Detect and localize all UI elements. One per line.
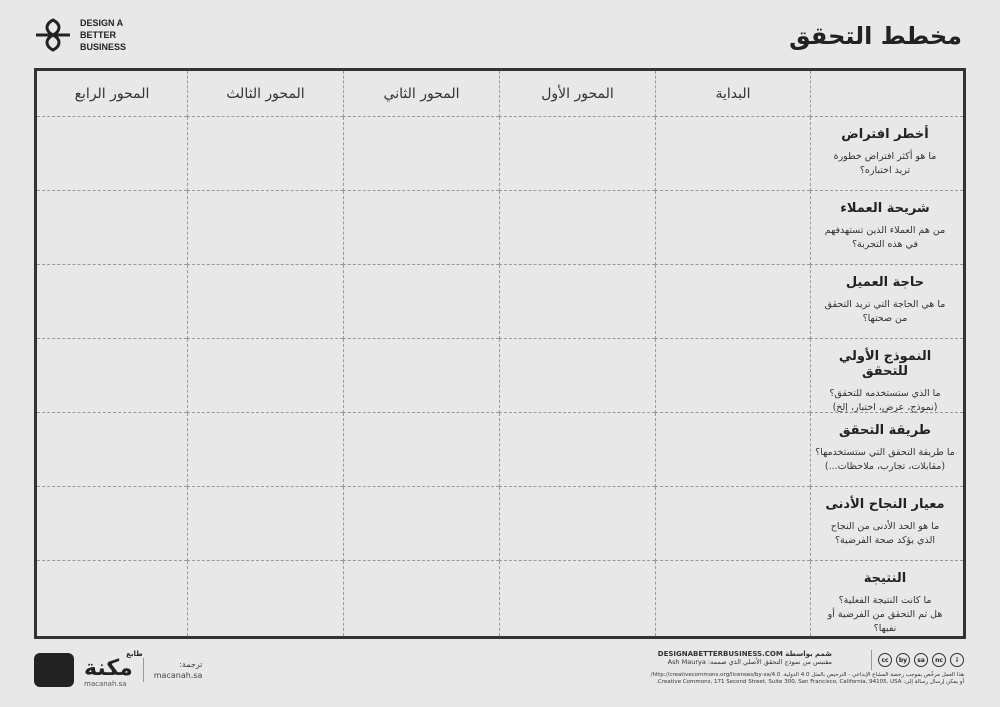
- logo-line: BUSINESS: [80, 42, 127, 52]
- footer: [0, 650, 1000, 690]
- row-description: ما الذي ستستخدمه للتحقق؟: [829, 388, 941, 399]
- license-line: أو يمكن إرسال رسالة إلى: Creative Commons, 171 Second Street, Suite 300, San Francisco, California, 94105, USA.: [656, 679, 964, 685]
- cc-sa-icon: sa: [914, 653, 928, 667]
- board-cell[interactable]: [499, 339, 655, 413]
- board-cell[interactable]: [37, 561, 187, 636]
- cc-icon: cc: [878, 653, 892, 667]
- row-description: ما كانت النتيجة الفعلية؟: [838, 595, 932, 606]
- row-description: ما هو الحد الأدنى من النجاح: [830, 521, 940, 532]
- row-title: طريقة التحقق: [838, 423, 932, 438]
- macanah-sub: macanah.sa: [84, 680, 127, 688]
- board-cell[interactable]: [655, 413, 810, 487]
- row-label: [810, 191, 963, 265]
- row-description: من صحتها؟: [862, 313, 908, 324]
- row-description: (نموذج، عرض، اختبار، إلخ): [832, 402, 938, 413]
- board-cell[interactable]: [499, 265, 655, 339]
- row-description: (مقابلات، تجارب، ملاحظات...): [824, 461, 946, 472]
- macanah-logo: [34, 652, 202, 688]
- board-cell[interactable]: [187, 265, 343, 339]
- page-title: مخطط التحقق: [789, 22, 962, 50]
- row-label: [810, 413, 963, 487]
- validation-board: [34, 68, 966, 639]
- credits: [658, 650, 832, 666]
- row-label: [810, 339, 963, 413]
- board-cell[interactable]: [499, 413, 655, 487]
- column-header: المحور الثالث: [187, 71, 343, 117]
- row-description: ما هو أكثر افتراض خطورة: [833, 151, 937, 162]
- board-cell[interactable]: [499, 561, 655, 636]
- column-header: المحور الأول: [499, 71, 655, 117]
- dabb-logo-icon: [34, 16, 72, 54]
- logo-line: BETTER: [80, 30, 116, 40]
- designed-by: صُمم بواسطة DESIGNABETTERBUSINESS.COM: [657, 650, 832, 658]
- board-cell[interactable]: [187, 413, 343, 487]
- board-cell[interactable]: [655, 265, 810, 339]
- row-label: [810, 265, 963, 339]
- board-cell[interactable]: [187, 191, 343, 265]
- cc-by-icon: by: [896, 653, 910, 667]
- row-description: ما طريقة التحقق التي ستستخدمها؟: [815, 447, 955, 458]
- row-title: أخطر افتراض: [841, 127, 929, 142]
- board-cell[interactable]: [37, 339, 187, 413]
- info-icon: i: [950, 653, 964, 667]
- column-header: المحور الثاني: [343, 71, 499, 117]
- board-cell[interactable]: [187, 117, 343, 191]
- license-line: هذا العمل مرخّص بموجب رخصة المشاع الإبداعي - الترخيص بالمثل 4.0 الدولية. http://creativecommons.org/licenses/by-sa/4.0/: [650, 672, 964, 678]
- board-cell[interactable]: [343, 413, 499, 487]
- header-corner: [810, 71, 963, 117]
- board-cell[interactable]: [499, 191, 655, 265]
- row-description: الذي يؤكد صحة الفرضية؟: [834, 535, 936, 546]
- row-title: حاجة العميل: [845, 275, 925, 290]
- board-cell[interactable]: [343, 265, 499, 339]
- board-cell[interactable]: [655, 339, 810, 413]
- logo-line: DESIGN A: [80, 18, 124, 28]
- board-cell[interactable]: [343, 339, 499, 413]
- row-title: النتيجة: [863, 571, 907, 586]
- row-title: النموذج الأولي للتحقق: [838, 349, 932, 379]
- board-cell[interactable]: [343, 487, 499, 561]
- design-a-better-business-logo: [34, 16, 126, 54]
- board-cell[interactable]: [655, 117, 810, 191]
- row-description: في هذه التجربة؟: [851, 239, 919, 250]
- row-description: تريد اختباره؟: [859, 165, 911, 176]
- row-label: [810, 487, 963, 561]
- board-cell[interactable]: [187, 561, 343, 636]
- row-description: هل تم التحقق من الفرضية أو نفيها؟: [827, 609, 943, 634]
- board-cell[interactable]: [655, 191, 810, 265]
- board-cell[interactable]: [655, 487, 810, 561]
- row-title: معيار النجاح الأدنى: [825, 497, 945, 512]
- row-description: ما هي الحاجة التي تريد التحقق: [824, 299, 946, 310]
- board-cell[interactable]: [343, 117, 499, 191]
- board-cell[interactable]: [187, 487, 343, 561]
- board-cell[interactable]: [343, 561, 499, 636]
- row-label: [810, 561, 963, 636]
- translation-label: ترجمة:: [179, 660, 203, 669]
- divider: [143, 658, 144, 682]
- column-header: البداية: [655, 71, 810, 117]
- row-label: [810, 117, 963, 191]
- row-description: من هم العملاء الذين تستهدفهم: [824, 225, 946, 236]
- board-cell[interactable]: [37, 487, 187, 561]
- board-cell[interactable]: [499, 117, 655, 191]
- macanah-mark-icon: [34, 653, 74, 687]
- row-title: شريحة العملاء: [840, 201, 930, 216]
- board-cell[interactable]: [37, 191, 187, 265]
- board-cell[interactable]: [37, 413, 187, 487]
- board-cell[interactable]: [343, 191, 499, 265]
- board-cell[interactable]: [37, 117, 187, 191]
- adapted-from: مقتبس من نموذج التحقق الأصلي الذي صممه: Ash Maurya: [667, 658, 832, 666]
- board-cell[interactable]: [187, 339, 343, 413]
- translation-site[interactable]: macanah.sa: [153, 671, 203, 680]
- column-header: المحور الرابع: [37, 71, 187, 117]
- cc-nc-icon: nc: [932, 653, 946, 667]
- board-cell[interactable]: [499, 487, 655, 561]
- macanah-tag: طابع: [126, 650, 143, 658]
- board-cell[interactable]: [655, 561, 810, 636]
- license-text: [651, 672, 964, 686]
- divider: [871, 650, 872, 670]
- board-cell[interactable]: [37, 265, 187, 339]
- macanah-word: مكنة: [84, 656, 133, 681]
- cc-license-icons: [878, 653, 964, 667]
